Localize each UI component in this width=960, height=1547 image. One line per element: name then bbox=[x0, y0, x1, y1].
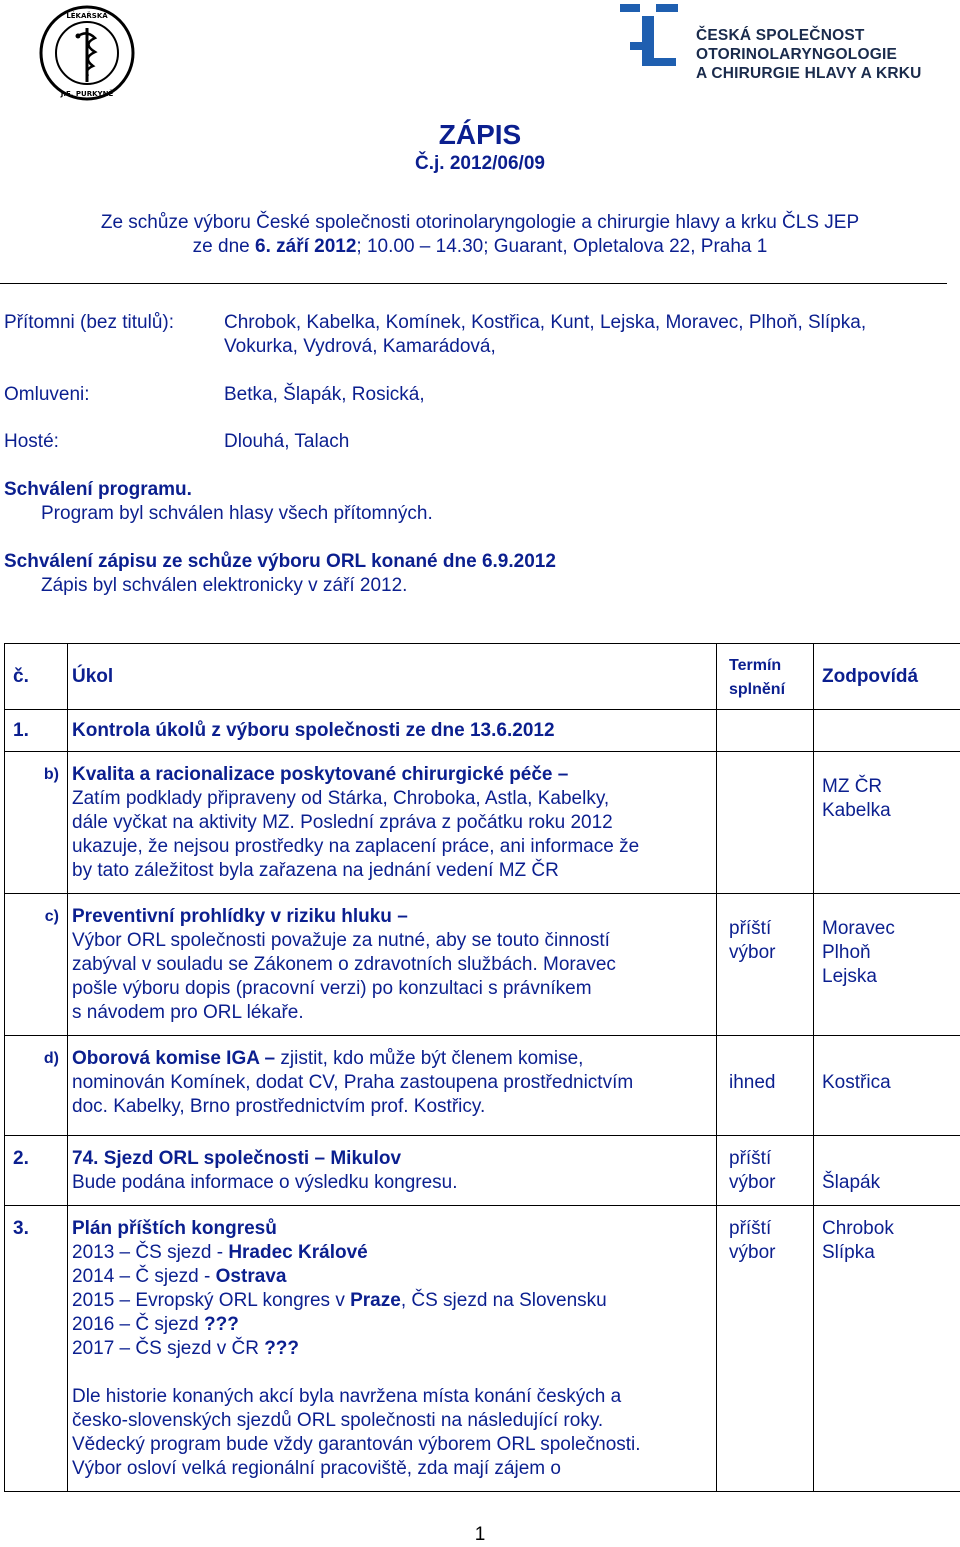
item-1d-term: ihned bbox=[717, 1036, 813, 1105]
table-row: b) Kvalita a racionalizace poskytované chirurgické péče – Zatím podklady připraveny od Stárka, Chroboka, Astla, Kabelky, dále vyčkat na aktivity MZ. Poslední zpráva z počátku roku 2012 ukazuje, že nejsou prostředky na zaplacení práce, ani informace že by tato záležitost byla zařazena na jednání vedení MZ ČR MZ ČR Kabelka bbox=[5, 752, 960, 894]
present-list-line-1: Chrobok, Kabelka, Komínek, Kostřica, Kunt, Lejska, Moravec, Plhoň, Slípka, bbox=[224, 311, 944, 335]
item-1c-body: Preventivní prohlídky v riziku hluku – Výbor ORL společnosti považuje za nutné, aby se touto činností zabýval v souladu se Zákonem o zdravotních službách. Moravec pošle výboru dopis (pracovní verzi) po konzultaci s právníkem s návodem pro ORL lékaře. bbox=[68, 894, 716, 1035]
congress-2015: 2015 – Evropský ORL kongres v Praze, ČS sjezd na Slovensku bbox=[72, 1289, 712, 1313]
table-row: d) Oborová komise IGA – zjistit, kdo může být členem komise, nominován Komínek, dodat CV, Praha zastoupena prostřednictvím doc. Kabelky, Brno prostřednictvím prof. Kostřicy. ihned Kostřica bbox=[5, 1036, 960, 1136]
item-3-title: Plán příštích kongresů bbox=[72, 1217, 712, 1241]
item-1d-title: Oborová komise IGA – bbox=[72, 1048, 275, 1069]
staff-of-asclepius-seal-icon bbox=[38, 4, 136, 102]
orl-society-name bbox=[696, 26, 922, 83]
item-1b-title: Kvalita a racionalizace poskytované chirurgické péče – bbox=[72, 763, 712, 787]
minutes-approval-text: Zápis byl schválen elektronicky v září 2012. bbox=[41, 574, 407, 598]
header-responsible: Zodpovídá bbox=[814, 644, 960, 710]
excused-list: Betka, Šlapák, Rosická, bbox=[224, 383, 944, 407]
cls-jep-logo bbox=[38, 4, 136, 102]
document-title: ZÁPIS bbox=[0, 118, 960, 152]
table-row: 3. Plán příštích kongresů 2013 – ČS sjezd - Hradec Králové 2014 – Č sjezd - Ostrava 2015 – Evropský ORL kongres v Praze, ČS sjezd na Slovensku 2016 – Č sjezd ??? 2017 – ČS sjezd v ČR ??? Dle historie konaných akcí byla navržena místa konání českých a česko-slovenských sjezdů ORL společnosti na následující roky. Vědecký program bude vždy garantován výborem ORL společnosti. Výbor osloví velká regionální pracoviště, zda mají zájem o příští výbor Chrobok Slípka bbox=[5, 1206, 960, 1492]
congress-2013: 2013 – ČS sjezd - Hradec Králové bbox=[72, 1241, 712, 1265]
table-row: 1. Kontrola úkolů z výboru společnosti ze dne 13.6.2012 bbox=[5, 710, 960, 752]
item-3-responsible: Chrobok Slípka bbox=[814, 1206, 960, 1275]
item-3-term: příští výbor bbox=[717, 1206, 813, 1275]
svg-text:J.E. PURKYNĚ: J.E. PURKYNĚ bbox=[60, 89, 114, 98]
table-row: 2. 74. Sjezd ORL společnosti – Mikulov Bude podána informace o výsledku kongresu. příští výbor Šlapák bbox=[5, 1136, 960, 1206]
item-1d-responsible: Kostřica bbox=[814, 1036, 960, 1105]
item-2-responsible: Šlapák bbox=[814, 1136, 960, 1205]
meeting-date: 6. září 2012 bbox=[255, 236, 356, 257]
program-approval-text: Program byl schválen hlasy všech přítomných. bbox=[41, 502, 433, 526]
orl-line-3: A CHIRURGIE HLAVY A KRKU bbox=[696, 64, 922, 83]
task-table bbox=[4, 643, 960, 1492]
guests-list: Dlouhá, Talach bbox=[224, 430, 944, 454]
page-number: 1 bbox=[0, 1523, 960, 1547]
svg-text:LÉKAŘSKÁ: LÉKAŘSKÁ bbox=[66, 11, 108, 20]
congress-2014: 2014 – Č sjezd - Ostrava bbox=[72, 1265, 712, 1289]
orl-society-logo-icon bbox=[620, 2, 696, 94]
item-1b-body: Kvalita a racionalizace poskytované chirurgické péče – Zatím podklady připraveny od Stárka, Chroboka, Astla, Kabelky, dále vyčkat na aktivity MZ. Poslední zpráva z počátku roku 2012 ukazuje, že nejsou prostředky na zaplacení práce, ani informace že by tato záležitost byla zařazena na jednání vedení MZ ČR bbox=[68, 752, 716, 893]
item-2-title: 74. Sjezd ORL společnosti – Mikulov bbox=[72, 1147, 712, 1171]
header-num: č. bbox=[5, 644, 68, 710]
item-1c-title: Preventivní prohlídky v riziku hluku – bbox=[72, 905, 712, 929]
header-divider bbox=[0, 283, 947, 284]
item-3-body: Plán příštích kongresů 2013 – ČS sjezd - Hradec Králové 2014 – Č sjezd - Ostrava 2015 – Evropský ORL kongres v Praze, ČS sjezd na Slovensku 2016 – Č sjezd ??? 2017 – ČS sjezd v ČR ??? Dle historie konaných akcí byla navržena místa konání českých a česko-slovenských sjezdů ORL společnosti na následující roky. Vědecký program bude vždy garantován výborem ORL společnosti. Výbor osloví velká regionální pracoviště, zda mají zájem o bbox=[68, 1206, 716, 1491]
present-list-line-2: Vokurka, Vydrová, Kamarádová, bbox=[224, 335, 944, 359]
orl-line-1: ČESKÁ SPOLEČNOST bbox=[696, 26, 922, 45]
header-task: Úkol bbox=[68, 644, 717, 710]
program-approval-heading: Schválení programu. bbox=[4, 478, 192, 502]
excused-label: Omluveni: bbox=[4, 383, 90, 407]
table-header-row bbox=[5, 644, 960, 710]
item-2-body: 74. Sjezd ORL společnosti – Mikulov Bude podána informace o výsledku kongresu. bbox=[68, 1136, 716, 1205]
reference-number: Č.j. 2012/06/09 bbox=[0, 152, 960, 176]
meeting-intro-line-2: ze dne 6. září 2012; 10.00 – 14.30; Guarant, Opletalova 22, Praha 1 bbox=[0, 235, 960, 259]
orl-line-2: OTORINOLARYNGOLOGIE bbox=[696, 45, 922, 64]
orl-society-logo bbox=[620, 2, 920, 94]
table-row: c) Preventivní prohlídky v riziku hluku – Výbor ORL společnosti považuje za nutné, aby se touto činností zabýval v souladu se Zákonem o zdravotních službách. Moravec pošle výboru dopis (pracovní verzi) po konzultaci s právníkem s návodem pro ORL lékaře. příští výbor Moravec Plhoň Lejska bbox=[5, 894, 960, 1036]
guests-label: Hosté: bbox=[4, 430, 59, 454]
item-1-title: Kontrola úkolů z výboru společnosti ze dne 13.6.2012 bbox=[68, 710, 716, 749]
item-1d-body: Oborová komise IGA – zjistit, kdo může být členem komise, nominován Komínek, dodat CV, Praha zastoupena prostřednictvím doc. Kabelky, Brno prostřednictvím prof. Kostřicy. bbox=[68, 1036, 716, 1129]
congress-2017: 2017 – ČS sjezd v ČR ??? bbox=[72, 1337, 712, 1361]
item-1b-responsible: MZ ČR Kabelka bbox=[814, 752, 960, 833]
item-1c-responsible: Moravec Plhoň Lejska bbox=[814, 894, 960, 999]
header-term: Termín splnění bbox=[717, 644, 814, 710]
minutes-approval-heading: Schválení zápisu ze schůze výboru ORL konané dne 6.9.2012 bbox=[4, 550, 556, 574]
congress-2016: 2016 – Č sjezd ??? bbox=[72, 1313, 712, 1337]
item-2-term: příští výbor bbox=[717, 1136, 813, 1205]
item-1c-term: příští výbor bbox=[717, 894, 813, 975]
meeting-intro-line-1: Ze schůze výboru České společnosti otorinolaryngologie a chirurgie hlavy a krku ČLS JEP bbox=[0, 211, 960, 235]
present-label: Přítomni (bez titulů): bbox=[4, 311, 174, 335]
